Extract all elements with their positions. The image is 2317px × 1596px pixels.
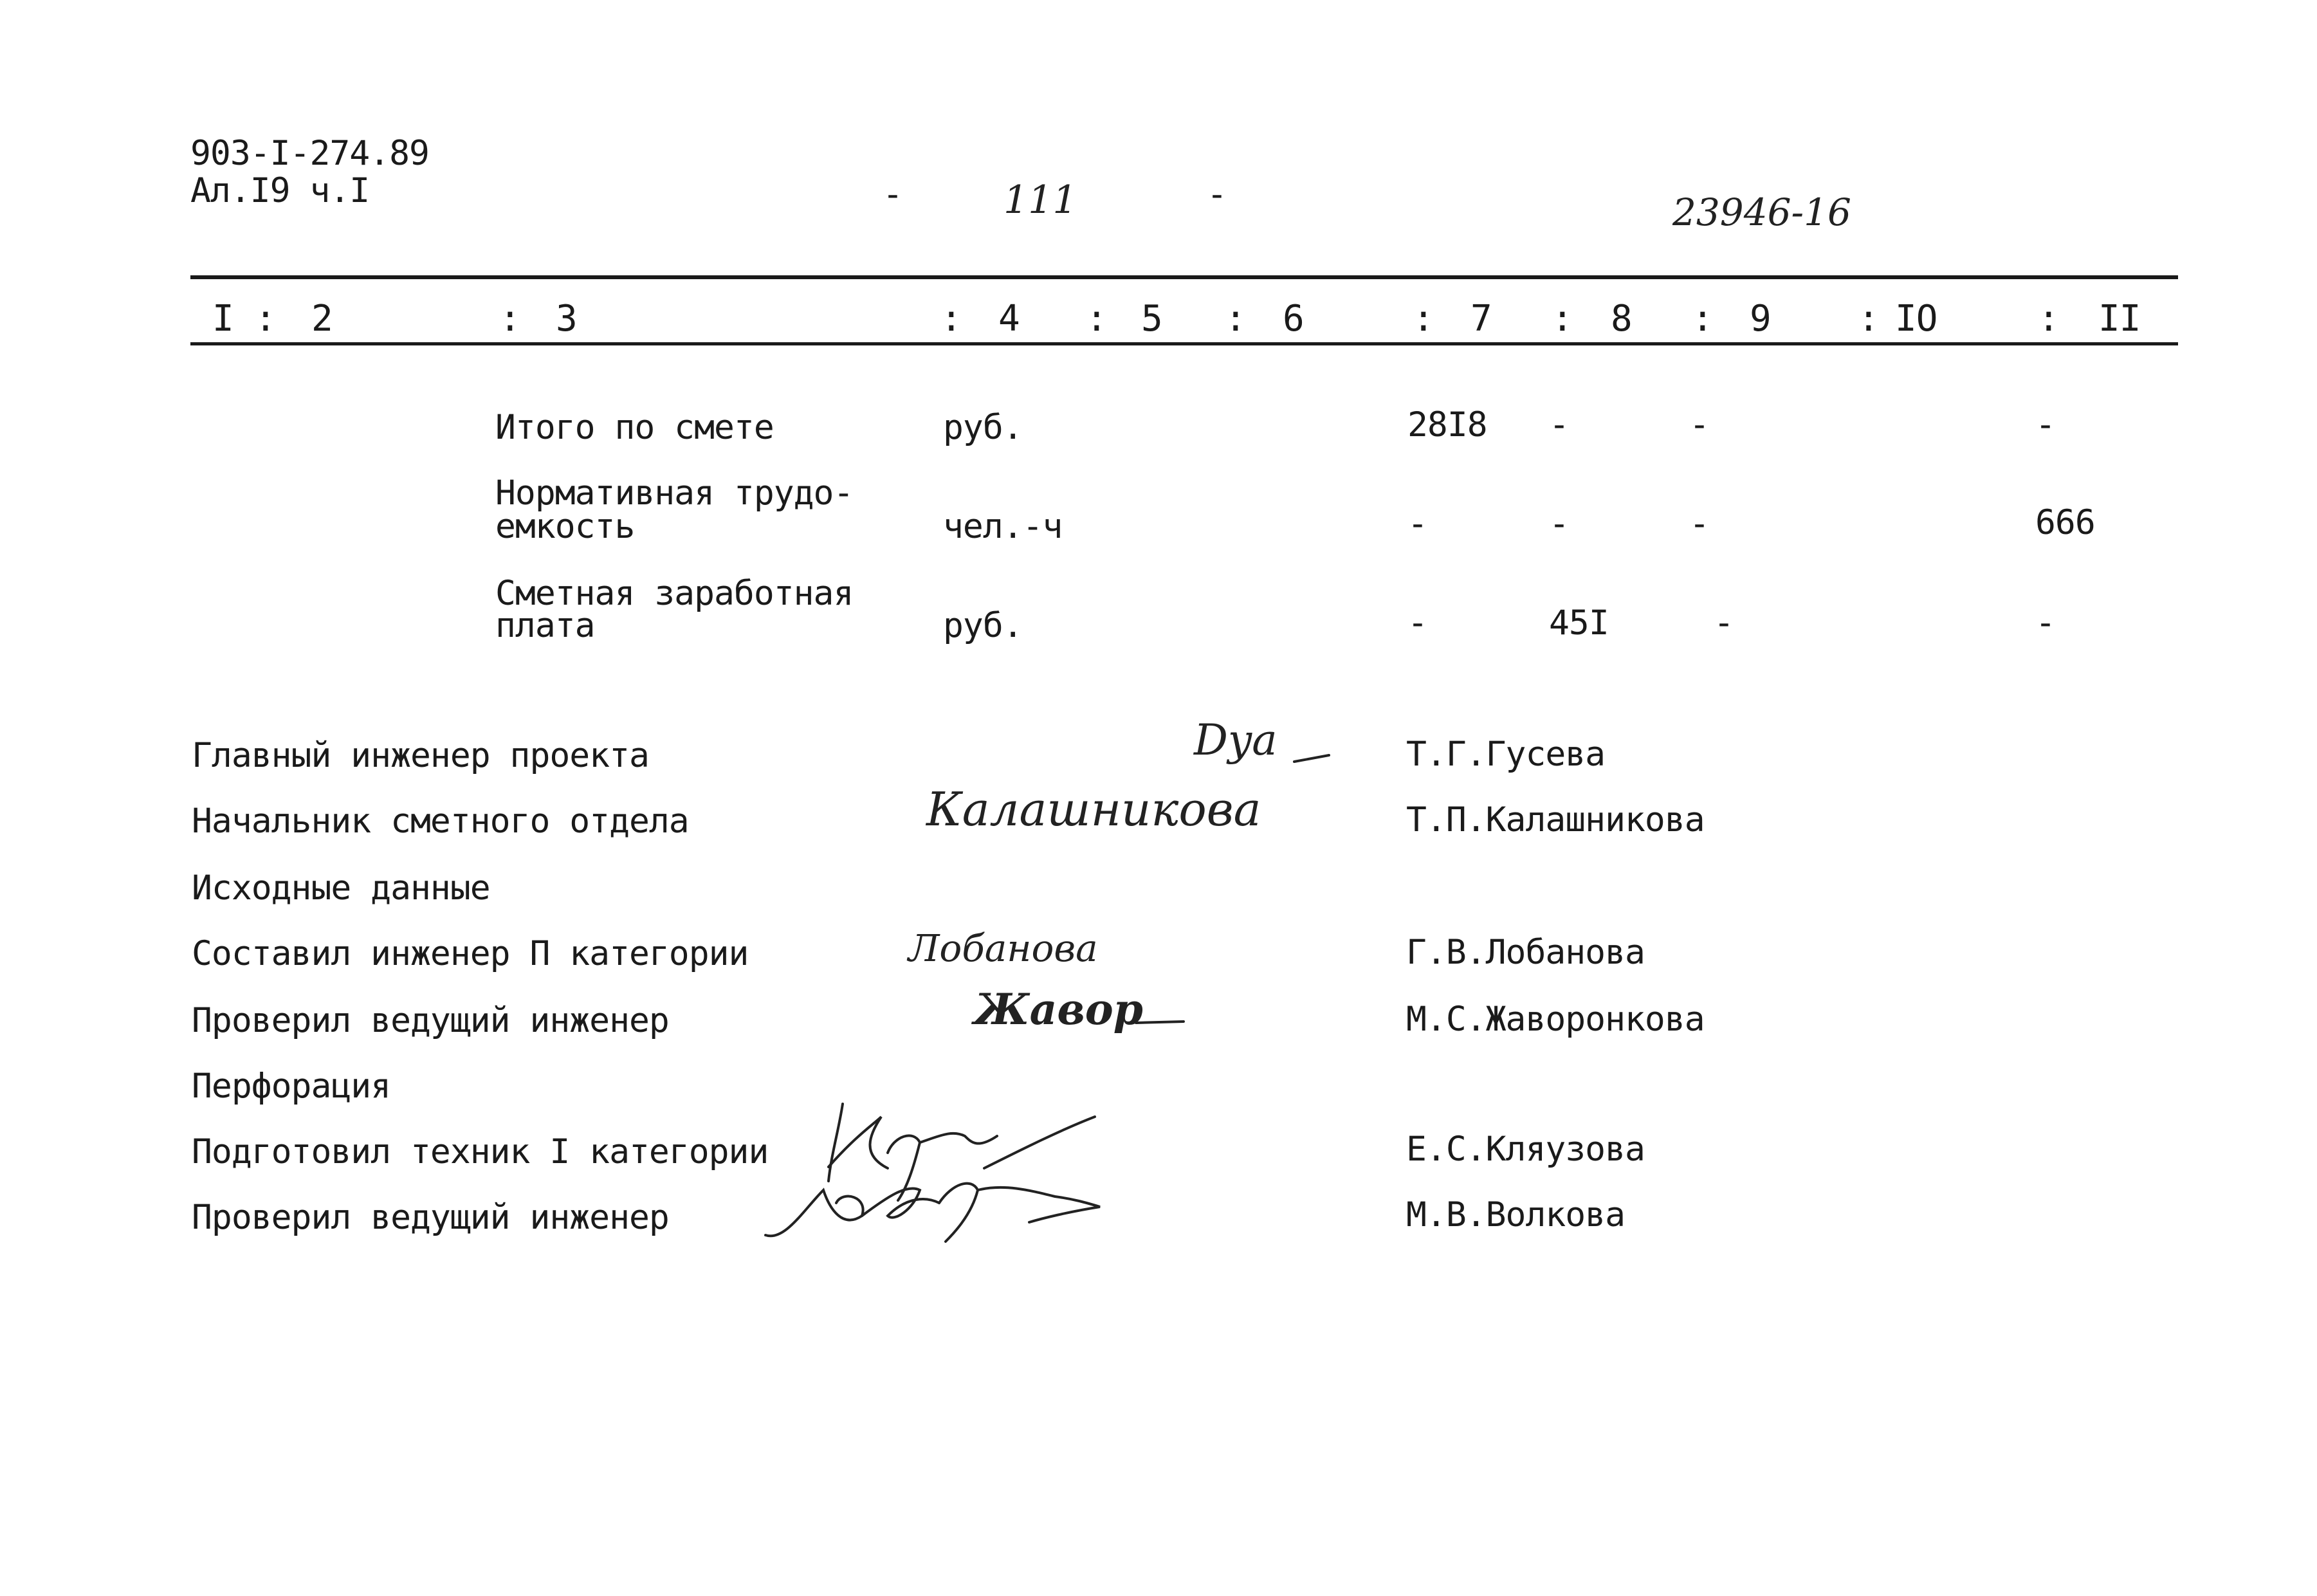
row-1-col7: 28I8 bbox=[1407, 405, 1487, 445]
signatory-name: Т.Г.Гусева bbox=[1406, 735, 1606, 774]
handwritten-signature-lobanova: Лобанова bbox=[908, 926, 1098, 970]
row-3-unit: руб. bbox=[943, 606, 1023, 645]
signature-dash-chief bbox=[1293, 753, 1332, 768]
signatory-name: Т.П.Калашникова bbox=[1406, 800, 1705, 839]
row-1-unit: руб. bbox=[943, 408, 1023, 447]
col-header-10: IO bbox=[1895, 298, 1937, 340]
handwritten-signature-head: Калашникова bbox=[926, 782, 1261, 836]
signature-role: Исходные данные bbox=[192, 868, 490, 908]
col-header-8: 8 bbox=[1611, 298, 1632, 340]
document-number: 23946-16 bbox=[1672, 190, 1851, 234]
signature-role: Составил инженер П категории bbox=[192, 934, 749, 973]
col-sep-4: : bbox=[940, 298, 962, 340]
handwritten-signature-chief: Dya bbox=[1194, 715, 1278, 765]
signature-role: Перфорация bbox=[192, 1067, 391, 1106]
signatory-name: Г.В.Лобанова bbox=[1406, 933, 1645, 972]
col-sep-10: : bbox=[1858, 298, 1879, 340]
signature-role: Проверил ведущий инженер bbox=[192, 1001, 669, 1040]
row-1-col8: - bbox=[1549, 405, 1569, 445]
col-header-3: 3 bbox=[556, 298, 577, 340]
row-1-name: Итого по смете bbox=[495, 408, 774, 447]
row-2-col11: 666 bbox=[2035, 503, 2095, 542]
col-header-5: 5 bbox=[1141, 298, 1162, 340]
row-2-col7: - bbox=[1407, 504, 1427, 544]
signature-role: Подготовил техник I категории bbox=[192, 1132, 769, 1171]
col-sep-11: : bbox=[2038, 298, 2059, 340]
row-2-unit: чел.-ч bbox=[943, 507, 1063, 546]
signature-dash-zhavoronkova bbox=[1135, 1016, 1186, 1032]
row-3-col7: - bbox=[1407, 603, 1427, 643]
row-1-col11: - bbox=[2035, 405, 2055, 445]
signature-scribble-volkova bbox=[759, 1171, 1106, 1251]
col-header-1: I bbox=[212, 298, 234, 340]
col-sep-7: : bbox=[1413, 298, 1434, 340]
col-header-6: 6 bbox=[1283, 298, 1304, 340]
row-3-col11: - bbox=[2035, 603, 2055, 643]
row-2-col8: - bbox=[1549, 504, 1569, 544]
handwritten-signature-zhavoronkova: Жавор bbox=[974, 984, 1143, 1034]
col-sep-6: : bbox=[1225, 298, 1246, 340]
document-code: 903-I-274.89 bbox=[190, 134, 429, 173]
row-2-name-line2: емкость bbox=[495, 507, 635, 546]
page-number: 111 bbox=[1003, 178, 1077, 223]
signatory-name: М.С.Жаворонкова bbox=[1406, 1000, 1705, 1039]
row-1-col9: - bbox=[1689, 405, 1709, 445]
row-2-col9: - bbox=[1689, 504, 1709, 544]
row-3-col9: - bbox=[1714, 603, 1734, 643]
page-dash-right: - bbox=[1207, 175, 1227, 214]
row-3-name-line1: Сметная заработная bbox=[495, 574, 854, 613]
album-reference: Ал.I9 ч.I bbox=[190, 171, 370, 210]
row-3-name-line2: плата bbox=[495, 606, 595, 645]
col-sep-8: : bbox=[1552, 298, 1573, 340]
col-header-4: 4 bbox=[998, 298, 1020, 340]
col-header-7: 7 bbox=[1470, 298, 1492, 340]
col-header-9: 9 bbox=[1750, 298, 1771, 340]
row-3-col8: 45I bbox=[1549, 603, 1609, 643]
table-header-rule bbox=[190, 342, 2178, 345]
col-sep-9: : bbox=[1692, 298, 1713, 340]
signature-role: Начальник сметного отдела bbox=[192, 802, 689, 841]
page-dash-left: - bbox=[883, 175, 902, 214]
signatory-name: Е.С.Кляузова bbox=[1406, 1130, 1645, 1169]
signature-role: Главный инженер проекта bbox=[192, 736, 649, 775]
col-sep-5: : bbox=[1086, 298, 1107, 340]
signature-role: Проверил ведущий инженер bbox=[192, 1198, 669, 1237]
row-2-name-line1: Нормативная трудо- bbox=[495, 473, 854, 513]
col-header-11: II bbox=[2098, 298, 2141, 340]
table-top-rule bbox=[190, 275, 2178, 279]
col-header-2: 2 bbox=[311, 298, 333, 340]
signatory-name: М.В.Волкова bbox=[1406, 1195, 1625, 1234]
col-sep-1: : bbox=[255, 298, 276, 340]
col-sep-3: : bbox=[499, 298, 520, 340]
